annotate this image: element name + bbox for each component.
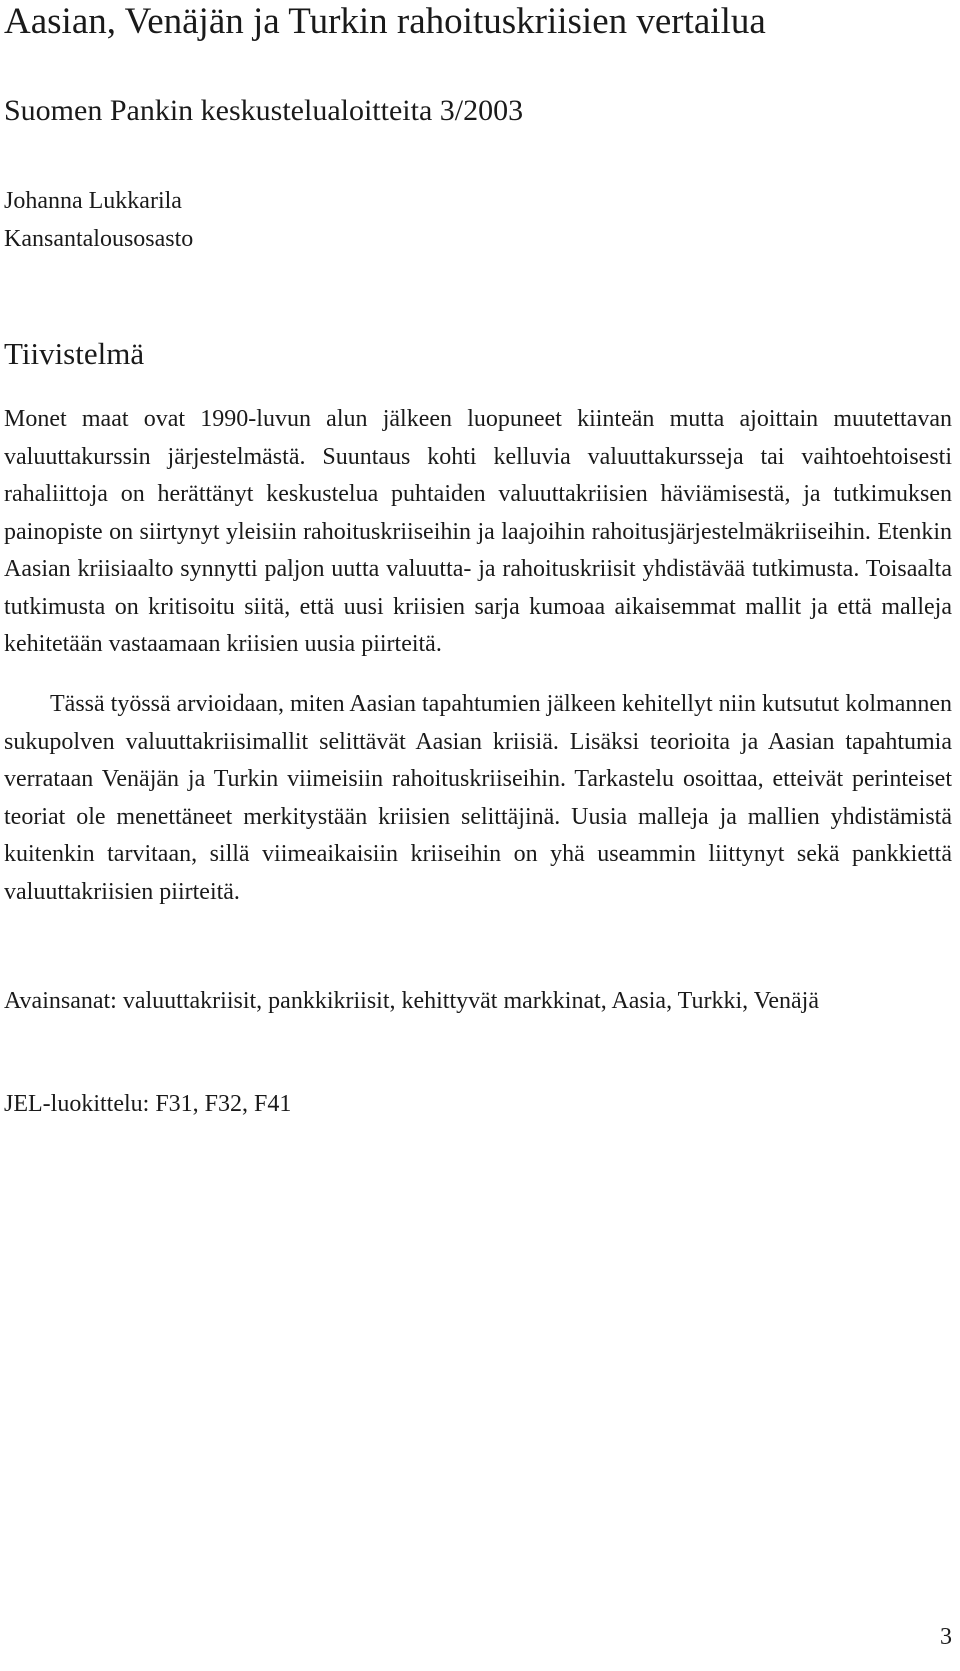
series-title: Suomen Pankin keskustelualoitteita 3/2003 <box>4 94 524 127</box>
abstract-heading: Tiivistelmä <box>4 336 145 371</box>
abstract-paragraph-2: Tässä työssä arvioidaan, miten Aasian tapahtumien jälkeen kehitellyt niin kutsutut kolmannen sukupolven valuuttakriisimallit selittävät Aasian kriisiä. Lisäksi teorioita ja Aasian tapahtumia verrataan Venäjän ja Turkin viimeisiin rahoituskriiseihin. Tarkastelu osoittaa, etteivät perinteiset teoriat ole menettäneet merkitystään kriisien selittäjinä. Uusia malleja ja mallien yhdistämistä kuitenkin tarvitaan, sillä viimeaikaisiin kriiseihin on yhä useammin liittynyt sekä pankkiettä valuuttakriisien piirteitä. <box>4 691 952 905</box>
abstract-paragraph-1: Monet maat ovat 1990-luvun alun jälkeen luopuneet kiinteän mutta ajoittain muutettavan valuuttakurssin järjestelmästä. Suuntaus kohti kelluvia valuuttakursseja tai vaihtoehtoisesti rahaliittoja on herättänyt keskustelua puhtaiden valuuttakriisien häviämisestä, ja tutkimuksen painopiste on siirtynyt yleisiin rahoituskriiseihin ja laajoihin rahoitusjärjestelmäkriiseihin. Etenkin Aasian kriisiaalto synnytti paljon uutta valuutta- ja rahoituskriisit yhdistävää tutkimusta. Toisaalta tutkimusta on kritisoitu siitä, että uusi kriisien sarja kumoaa aikaisemmat mallit ja että malleja kehitetään vastaamaan kriisien uusia piirteitä. <box>4 406 952 657</box>
document-title: Aasian, Venäjän ja Turkin rahoituskriisien vertailua <box>4 1 766 42</box>
author-name: Johanna Lukkarila <box>4 188 182 214</box>
keywords-line: Avainsanat: valuuttakriisit, pankkikriisit, kehittyvät markkinat, Aasia, Turkki, Venäjä <box>4 988 819 1014</box>
page-number: 3 <box>940 1624 952 1650</box>
department-name: Kansantalousosasto <box>4 226 194 252</box>
jel-classification: JEL-luokittelu: F31, F32, F41 <box>4 1091 292 1117</box>
